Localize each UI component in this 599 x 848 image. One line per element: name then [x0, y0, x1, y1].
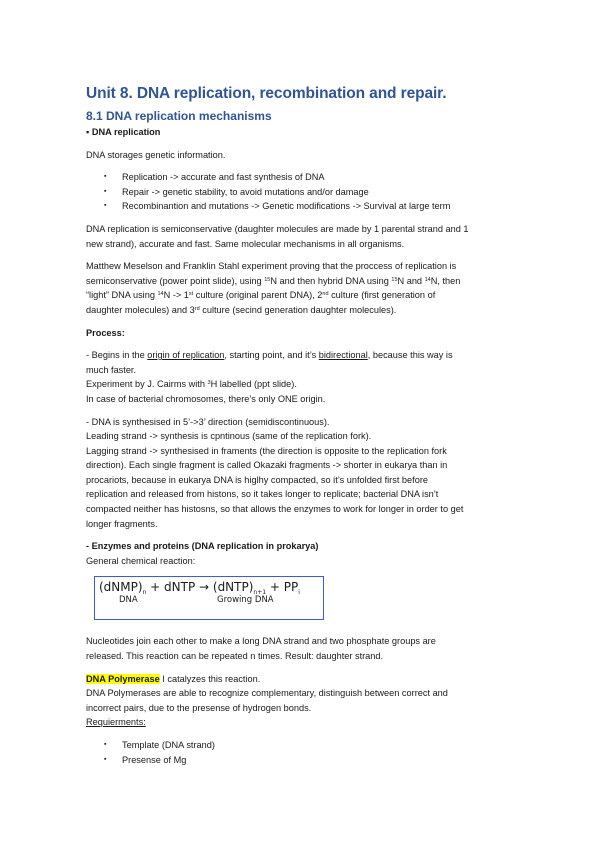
- polymerase-paragraph: DNA Polymerase I catalyzes this reaction. DNA Polymerases are able to recognize complementary, distinguish between correct and incorrect pairs, due to the presense of hydrogen bonds. Requierments:: [86, 673, 448, 728]
- requirements-list: [86, 738, 516, 767]
- heading-bullet: ▪: [86, 127, 90, 137]
- semiconservative-paragraph: DNA replication is semiconservative (daughter molecules are made by 1 parental strand and 1 new strand), accurate and fast. Same molecular mechanisms in all organisms.: [86, 223, 469, 249]
- document-content: [86, 84, 516, 767]
- formula-equation: $(dNMP)_n$ + dNTP → $(dNTP)_{n+1} + PP_i$: [99, 580, 300, 597]
- function-list: [86, 170, 516, 214]
- process-heading: Process:: [86, 327, 125, 338]
- chemical-reaction-formula: [94, 576, 324, 620]
- section-heading-dna-replication: [86, 125, 516, 140]
- general-reaction-label: General chemical reaction:: [86, 555, 196, 566]
- list-item: ▪ Replication -> accurate and fast synthesis of DNA: [104, 172, 325, 183]
- list-item: ▪ Recombinantion and mutations -> Genetic modifications -> Survival at large term: [104, 201, 451, 212]
- formula-label-growing-dna: Growing DNA: [217, 595, 274, 606]
- requirements-heading: Requierments:: [86, 717, 146, 728]
- enzymes-paragraph: [86, 539, 516, 568]
- strand-paragraph: - DNA is synthesised in 5’->3’ direction (semidiscontinuous). Leading strand -> synthesis is cpntinous (same of the replication fork). Lagging strand -> synthesised in framents (the direction is opposite to the replication fork direction). Each single fragment is called Okazaki fragments -> shorter in eukarya than in procariots, because in eukarya DNA is higlhy compacted, so it’s unfolded first before replication and released from histons, so it takes longer to replicate; bacterial DNA isn’t compacted neither has histosns, so that allows the enzymes to work for longer in order to get longer fragments.: [86, 416, 464, 529]
- formula-label-dna: DNA: [119, 595, 138, 606]
- origin-paragraph: - Begins in the origin of replication, starting point, and it’s bidirectional, because this way is much faster. Experiment by J. Cairms with $^3$H labelled (ppt slide). In case of bacterial chromosomes, there’s only ONE origin.: [86, 350, 453, 404]
- intro-paragraph: DNA storages genetic information.: [86, 149, 226, 160]
- section-subtitle: 8.1 DNA replication mechanisms: [86, 109, 272, 123]
- highlighted-term: DNA Polymerase: [86, 673, 160, 684]
- heading-text: DNA replication: [91, 127, 161, 137]
- meselson-paragraph: Matthew Meselson and Franklin Stahl experiment proving that the proccess of replication is semiconservative (power point slide), using $^{15}$N and then hybrid DNA using $^{15}$N and $^{14}$N, then “light” DNA using $^{14}$N -> 1st culture (original parent DNA), 2nd culture (first generation of daughter molecules) and 3rd culture (secind generation daughter molecules).: [86, 261, 461, 315]
- list-item: ▪ Template (DNA strand): [104, 740, 215, 750]
- nucleotides-paragraph: Nucleotides join each other to make a long DNA strand and two phosphate groups are released. This reaction can be repeated n times. Result: daughter strand.: [86, 636, 436, 662]
- enzymes-heading: - Enzymes and proteins (DNA replication in prokarya): [86, 541, 319, 552]
- list-item: ▪ Presense of Mg: [104, 754, 187, 765]
- page-title: Unit 8. DNA replication, recombination and repair.: [86, 85, 447, 102]
- list-item: ▪ Repair -> genetic stability, to avoid mutations and/or damage: [104, 186, 369, 197]
